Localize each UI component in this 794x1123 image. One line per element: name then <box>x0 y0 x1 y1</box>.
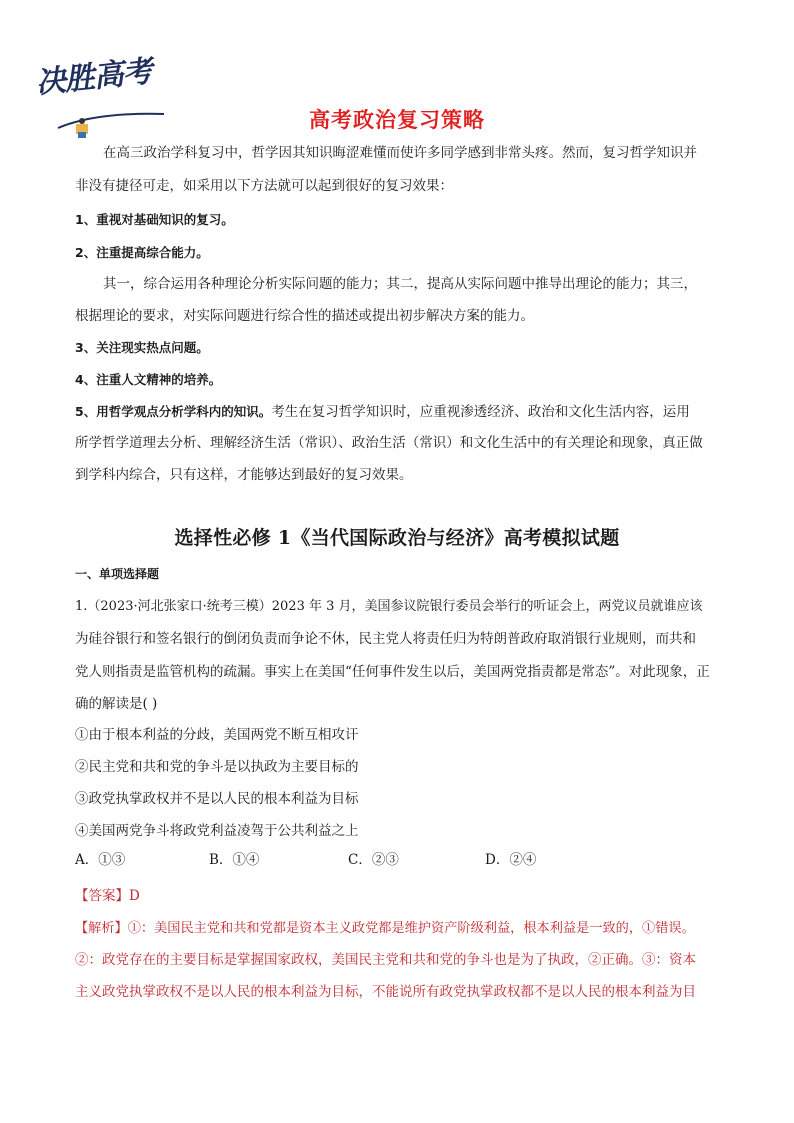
answer-label: 【答案】 <box>75 888 129 904</box>
section-title: 选择性必修 1《当代国际政治与经济》高考模拟试题 <box>174 527 620 549</box>
statement-4: ④美国两党争斗将政党利益凌驾于公共利益之上 <box>75 823 359 839</box>
point-3: 3、关注现实热点问题。 <box>75 340 209 355</box>
analysis-text-1: ①：美国民主党和共和党都是资本主义政党都是维护资产阶级利益，根本利益是一致的，①错误。 <box>127 921 695 936</box>
analysis-line-1 <box>75 912 725 945</box>
point-5-line-2: 所学哲学道理去分析、理解经济生活（常识）、政治生活（常识）和文化生活中的有关理论和现象，真正做 <box>75 435 703 451</box>
option-d: D．②④ <box>485 852 537 868</box>
ability-line-1: 其一，综合运用各种理论分析实际问题的能力；其二，提高从实际问题中推导出理论的能力；其三， <box>103 276 697 292</box>
option-b: B．①④ <box>209 852 260 868</box>
point-5-heading: 5、用哲学观点分析学科内的知识。 <box>75 404 272 419</box>
option-c: C．②③ <box>348 852 399 868</box>
intro-line-1: 在高三政治学科复习中，哲学因其知识晦涩难懂而使许多同学感到非常头疼。然而，复习哲学知识并 <box>103 145 697 161</box>
point-1: 1、重视对基础知识的复习。 <box>75 212 234 227</box>
statement-3: ③政党执掌政权并不是以人民的根本利益为目标 <box>75 791 359 807</box>
answer-line <box>75 880 725 913</box>
point-2: 2、注重提高综合能力。 <box>75 245 209 260</box>
question-line-3: 党人则指责是监管机构的疏漏。事实上在美国“任何事件发生以后，美国两党指责都是常态”。对此现象，正 <box>75 664 710 680</box>
point-4: 4、注重人文精神的培养。 <box>75 372 222 387</box>
analysis-line-3: 主义政党执掌政权不是以人民的根本利益为目标，不能说所有政党执掌政权都不是以人民的根本利益为目 <box>75 984 696 1000</box>
question-line-4: 确的解读是( ) <box>75 696 158 712</box>
answer-value: D <box>129 888 140 904</box>
logo-text: 决胜高考 <box>34 54 154 102</box>
section-subtitle: 一、单项选择题 <box>75 567 160 581</box>
intro-line-2: 非没有捷径可走，如采用以下方法就可以起到很好的复习效果： <box>75 178 453 194</box>
statement-1: ①由于根本利益的分歧，美国两党不断互相攻讦 <box>75 727 359 743</box>
page-title: 高考政治复习策略 <box>309 108 485 132</box>
point-5-line-1 <box>75 395 725 429</box>
option-a: A．①③ <box>75 852 126 868</box>
analysis-line-2: ②：政党存在的主要目标是掌握国家政权，美国民主党和共和党的争斗也是为了执政，②正确。③：资本 <box>75 952 696 968</box>
statement-2: ②民主党和共和党的争斗是以执政为主要目标的 <box>75 759 359 775</box>
ability-line-2: 根据理论的要求，对实际问题进行综合性的描述或提出初步解决方案的能力。 <box>75 308 534 324</box>
analysis-label: 【解析】 <box>75 921 128 936</box>
point-5-text: 考生在复习哲学知识时，应重视渗透经济、政治和文化生活内容，运用 <box>271 404 690 420</box>
point-5-line-3: 到学科内综合，只有这样，才能够达到最好的复习效果。 <box>75 467 413 483</box>
question-line-2: 为硅谷银行和签名银行的倒闭负责而争论不休，民主党人将责任归为特朗普政府取消银行业规则，而共和 <box>75 631 696 647</box>
question-line-1: 1.（2023·河北张家口·统考三模）2023 年 3 月，美国参议院银行委员会举行的听证会上，两党议员就谁应该 <box>75 599 703 614</box>
